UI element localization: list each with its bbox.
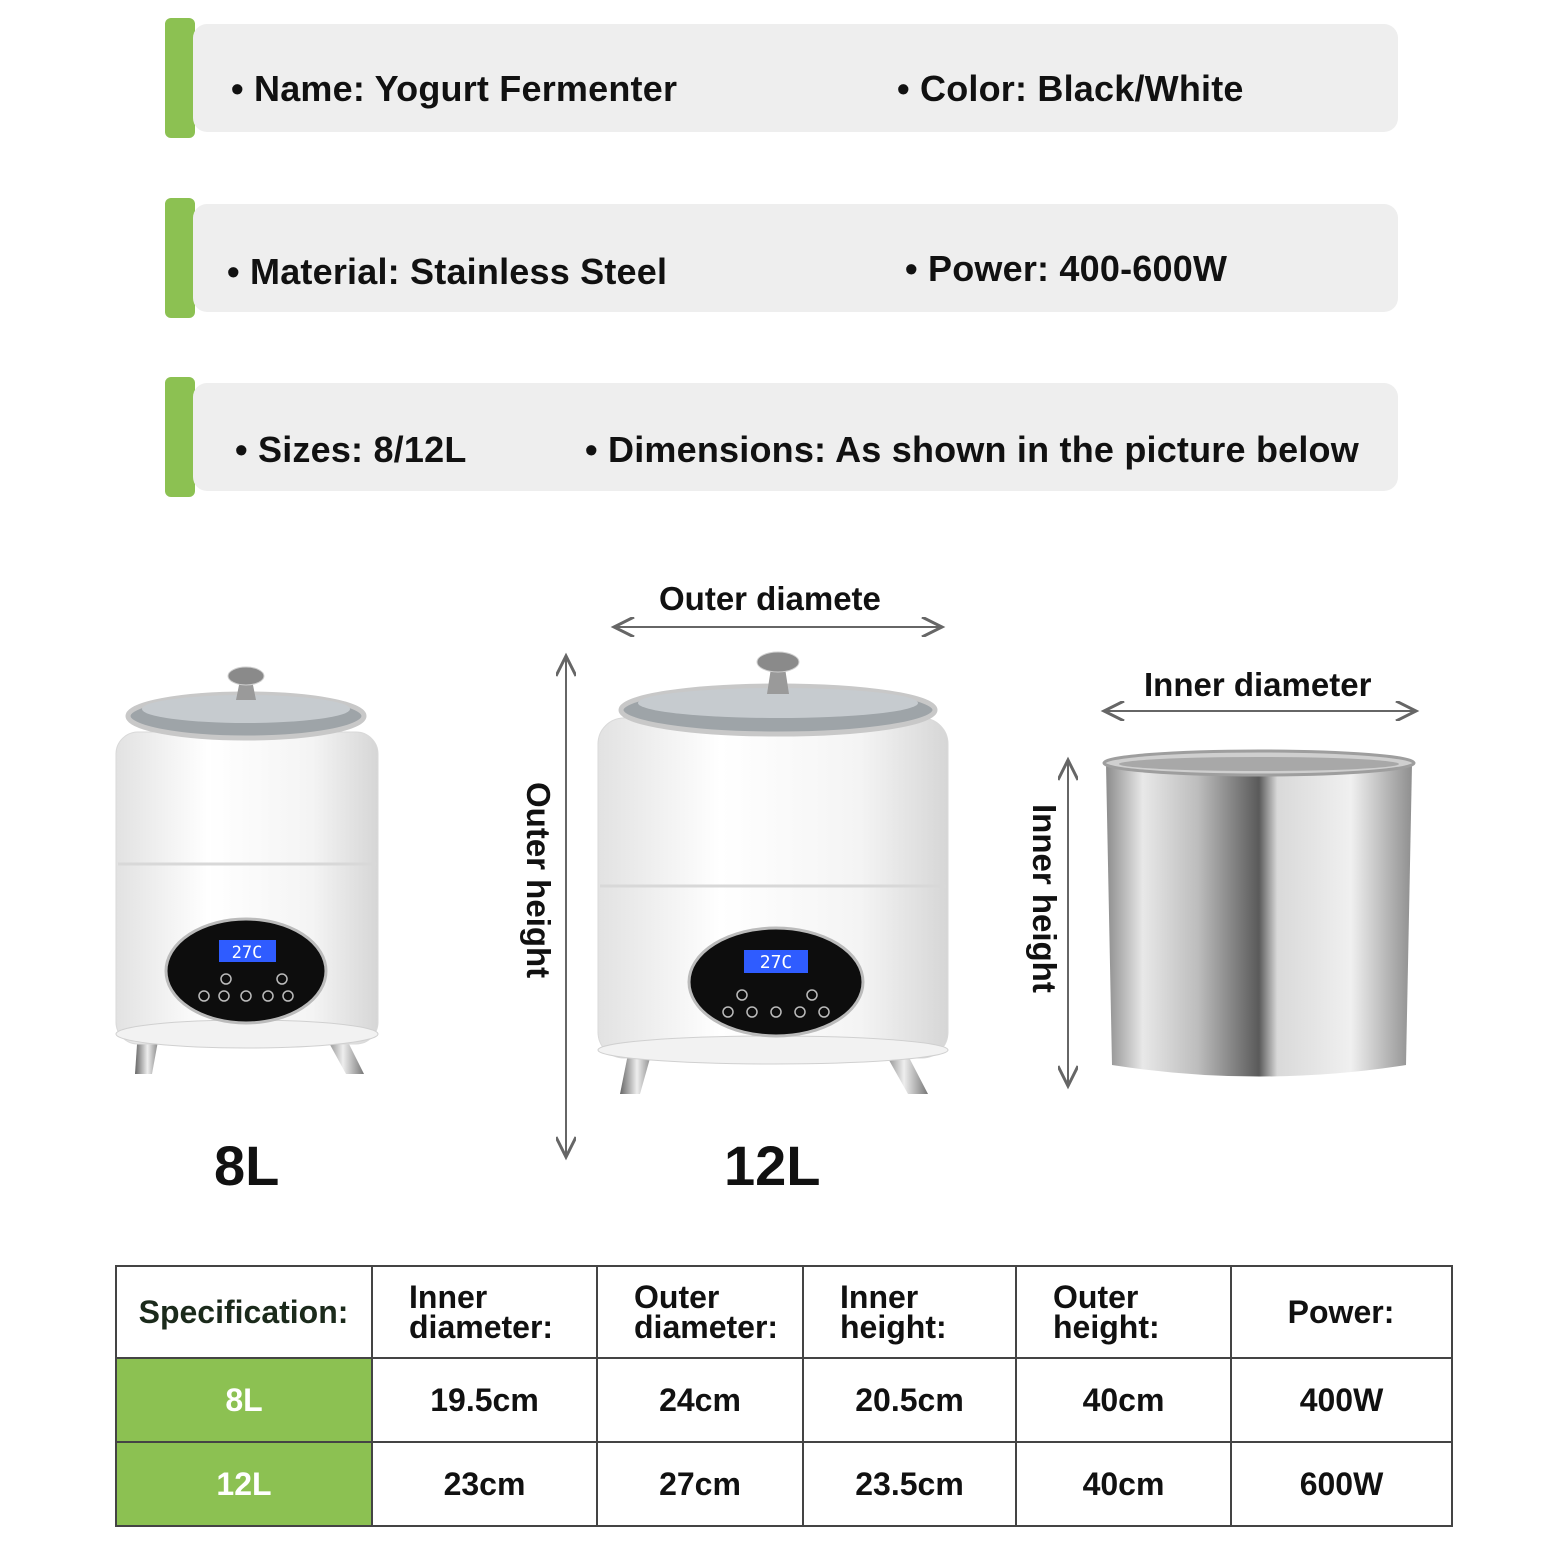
row-size-8l: 8L — [116, 1358, 372, 1442]
color-spec: • Color: Black/White — [897, 68, 1244, 109]
inner-diameter-label: Inner diameter — [1144, 666, 1372, 703]
inner-pot — [1104, 751, 1414, 1077]
control-panel — [689, 928, 863, 1036]
spec-table — [115, 1265, 1453, 1527]
sizes-spec: • Sizes: 8/12L — [235, 429, 467, 470]
knob — [228, 667, 264, 685]
fermenter-8l — [116, 667, 378, 1074]
display-readout: 27C — [759, 952, 793, 973]
table-cell: 600W — [1231, 1442, 1452, 1526]
table-header-row — [116, 1266, 1452, 1358]
outer-height-label: Outer height — [520, 782, 557, 979]
header-outer-height: Outer height: — [1016, 1266, 1231, 1358]
control-panel — [166, 919, 326, 1023]
table-cell: 27cm — [597, 1442, 803, 1526]
outer-diameter-label: Outer diamete — [659, 580, 881, 617]
fermenter-12l — [598, 652, 948, 1094]
table-cell: 400W — [1231, 1358, 1452, 1442]
table-cell: 20.5cm — [803, 1358, 1016, 1442]
knob — [757, 652, 799, 672]
header-specification: Specification: — [116, 1266, 372, 1358]
header-power: Power: — [1231, 1266, 1452, 1358]
display-readout: 27C — [231, 943, 263, 963]
pot-opening — [1119, 757, 1399, 771]
dimensions-spec: • Dimensions: As shown in the picture below — [585, 429, 1359, 470]
table-cell: 40cm — [1016, 1358, 1231, 1442]
table-cell: 23cm — [372, 1442, 597, 1526]
size-label-12l: 12L — [724, 1134, 821, 1197]
table-cell: 19.5cm — [372, 1358, 597, 1442]
header-outer-diameter: Outer diameter: — [597, 1266, 803, 1358]
material-spec: • Material: Stainless Steel — [227, 251, 668, 292]
size-label-8l: 8L — [214, 1134, 280, 1197]
table-cell: 40cm — [1016, 1442, 1231, 1526]
base — [598, 1036, 948, 1064]
header-inner-height: Inner height: — [803, 1266, 1016, 1358]
name-spec: • Name: Yogurt Fermenter — [231, 68, 678, 109]
row-size-12l: 12L — [116, 1442, 372, 1526]
table-cell: 23.5cm — [803, 1442, 1016, 1526]
pot-body — [1106, 764, 1412, 1077]
table-cell: 24cm — [597, 1358, 803, 1442]
inner-height-label: Inner height — [1026, 804, 1063, 993]
table-row — [116, 1442, 1452, 1526]
table-row — [116, 1358, 1452, 1442]
header-inner-diameter: Inner diameter: — [372, 1266, 597, 1358]
power-spec: • Power: 400-600W — [905, 248, 1228, 289]
